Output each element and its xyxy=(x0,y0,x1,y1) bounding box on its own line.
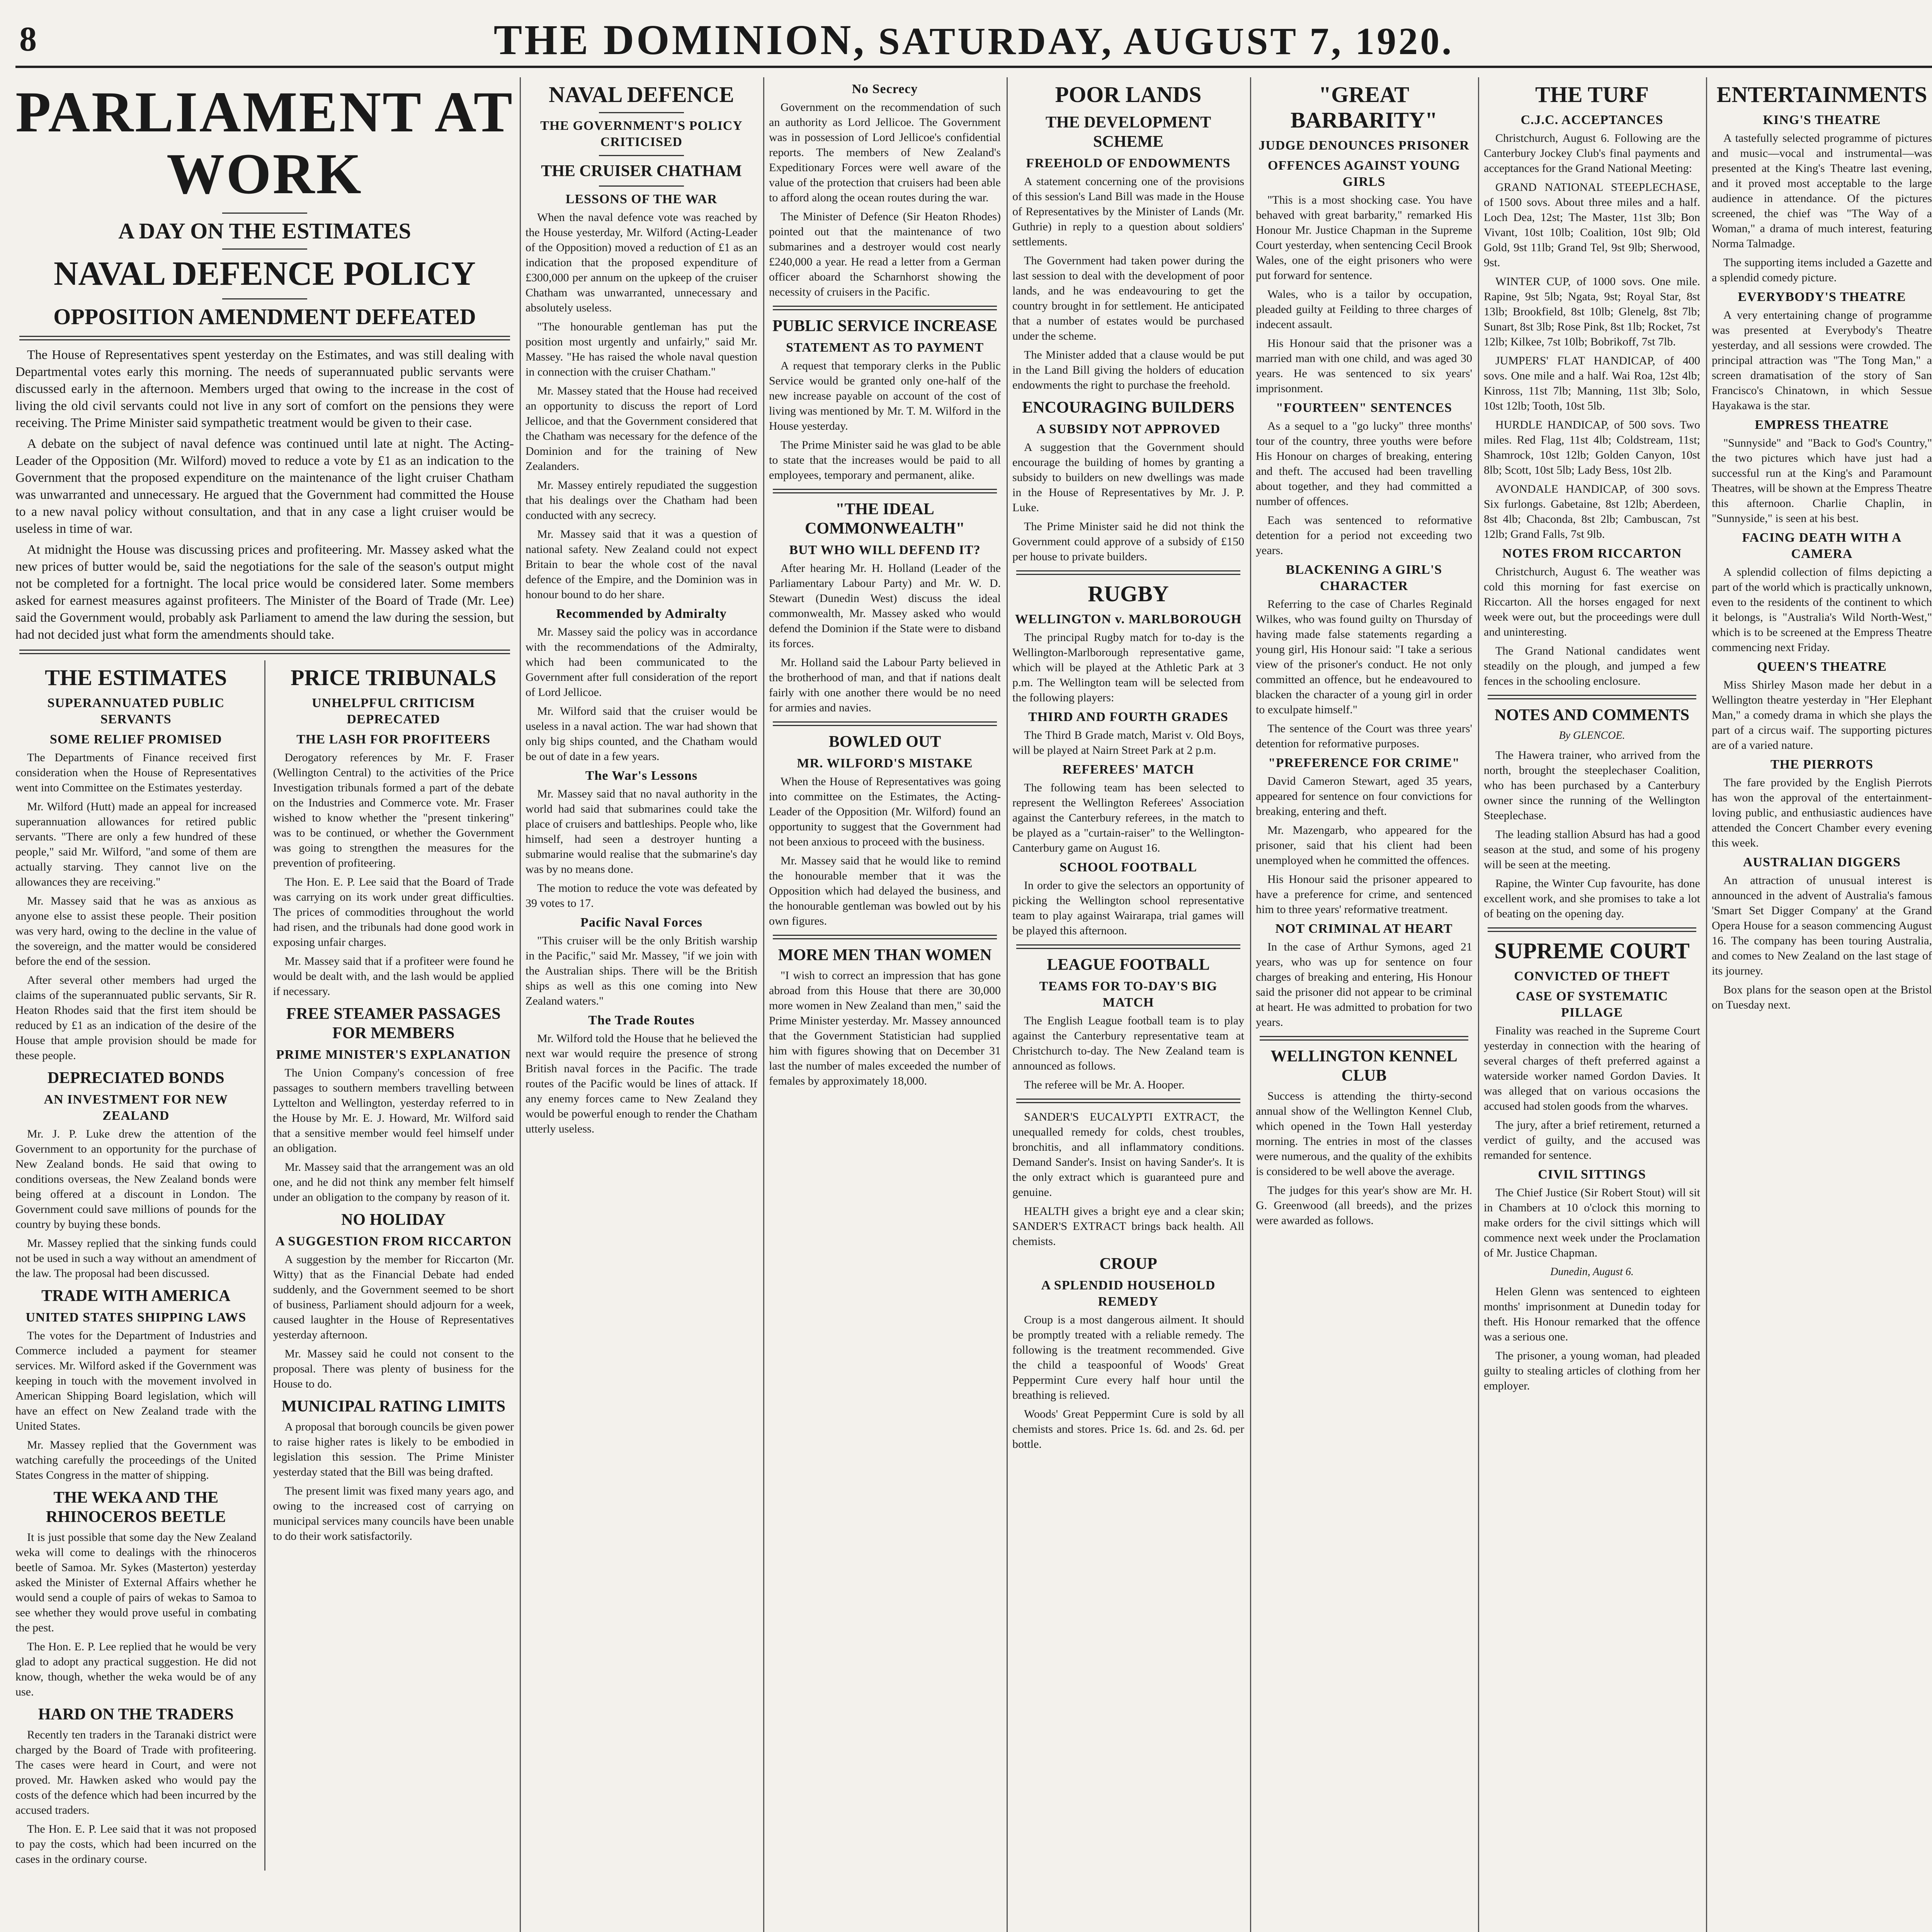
league-p1: The English League football team is to play against the Canterbury representative team at Christchurch to-day. The New Zealand team is announced as follows. xyxy=(1012,1014,1244,1072)
kennel-p1: Success is attending the thirty-second annual show of the Wellington Kennel Club, which opened in the Town Hall yesterday morning. The entries in most of the classes were numerous, and the quality of the exhibits is considered to be well above the average. xyxy=(1256,1090,1472,1178)
bowled-head: BOWLED OUT xyxy=(828,733,941,751)
hardon-p2: The Hon. E. P. Lee said that it was not proposed to pay the costs, which had been incurred on the cases in the ordinary course. xyxy=(15,1823,257,1866)
ent-facing-p1: A splendid collection of films depicting a part of the world which is practically unknown, even to the residents of the continent to which it belongs, is "Australia's Wild North-West," which is to be screened at the Empress Theatre commencing next Friday. xyxy=(1712,566,1932,654)
turf-p3: WINTER CUP, of 1000 sovs. One mile. Rapine, 9st 5lb; Ngata, 9st; Royal Star, 8st 13lb; Brookfield, 8st 10lb; Glenelg, 8st 7lb; Sunart, 8st 3lb; Rose Pink, 8st 1lb; Rocket, 7st 12lb; Kilkee, 7st 10lb; Bobrikoff, 7st 7lb. xyxy=(1484,275,1700,348)
naval-head: NAVAL DEFENCE xyxy=(549,82,734,107)
ent-everybody-p1: A very entertaining change of programme was presented at Everybody's Theatre yesterday, and all sessions were crowded. The principal attraction was "The Tong Man," a screen dramatisation of the story of San Francisco's Chinatown, in which Sessue Hayakawa is the star. xyxy=(1712,309,1932,412)
ent-head: ENTERTAINMENTS xyxy=(1716,82,1927,107)
estimates-p1: The Departments of Finance received first consideration when the House of Representatives went into Committee on the Estimates yesterday. xyxy=(15,751,257,794)
ent-queens: QUEEN'S THEATRE xyxy=(1757,660,1887,674)
naval-p5: Mr. Massey said that it was a question of national safety. New Zealand could not expect Britain to bear the whole cost of the naval defence of the Empire, and the Dominion was in honour bound to do her share. xyxy=(526,528,757,601)
fourteen-head: "FOURTEEN" SENTENCES xyxy=(1276,401,1452,415)
naval-section xyxy=(526,77,757,1932)
municipal-p2: The present limit was fixed many years ago, and owing to the increased cost of carrying on municipal services many councils have been unable to do their work satisfactorily. xyxy=(273,1485,514,1543)
paper-name: THE DOMINION, xyxy=(493,16,866,63)
traderoutes-p1: Mr. Wilford told the House that he believed the next war would require the presence of strong British naval forces in the Pacific. The trade routes of the Pacific would be lines of attack. If any enemy forces came to New Zealand they would be powerful enough to render the Chatham utterly useless. xyxy=(526,1032,757,1135)
column-rule xyxy=(1007,77,1008,1932)
encouraging-p1: A suggestion that the Government should encourage the building of homes by granting a subsidy to builders on new dwellings was made in the House of Representatives by Mr. J. P. Luke. xyxy=(1012,441,1244,514)
parliament-p2: A debate on the subject of naval defence was continued until late at night. The Acting-Leader of the Opposition (Mr. Wilford) moved to reduce a vote by £1 as an indication to the Government that the proposed expenditure on the maintenance of the light cruiser Chatham was unwarranted and unnecessary. He argued that the Government had committed the House to a new naval policy without consultation, and that in any case a light cruiser would be useless in time of war. xyxy=(15,437,514,536)
morethan-p1: "I wish to correct an impression that has gone abroad from this House that there are 30,000 more women in New Zealand than men," said the Prime Minister yesterday. Mr. Massey announced that the Government Statistician had supplied him with figures showing that on December 31 last the number of males exceeded the number of females by approximately 18,000. xyxy=(769,969,1001,1087)
steamer-head: FREE STEAMER PASSAGES FOR MEMBERS xyxy=(286,1005,501,1042)
ent-kings-p1: A tastefully selected programme of pictures and music—vocal and instrumental—was presented at the King's Theatre last evening, and it proved most acceptable to the large audience in attendance. Of the pictures screened, the chief was "The Way of a Woman," a drama of much interest, featuring Norma Talmadge. xyxy=(1712,132,1932,250)
steamer-p2: Mr. Massey said that the arrangement was an old one, and he did not think any member felt himself under an obligation to the company by reason of it. xyxy=(273,1161,514,1204)
croup-head: CROUP xyxy=(1099,1255,1157,1273)
recommended-p2: Mr. Wilford said that the cruiser would be useless in a naval action. The war had shown that only big ships counted, and the Chatham would be out of date in a few years. xyxy=(526,705,757,763)
column-rule xyxy=(763,77,764,1932)
hardon-head: HARD ON THE TRADERS xyxy=(38,1706,234,1723)
morethan-head: MORE MEN THAN WOMEN xyxy=(778,946,992,964)
column-rule xyxy=(1250,77,1251,1932)
supreme-sub4: Dunedin, August 6. xyxy=(1550,1266,1634,1278)
traderoutes-head: The Trade Routes xyxy=(588,1013,695,1027)
supreme-p3: The Chief Justice (Sir Robert Stout) will sit in Chambers at 10 o'clock this morning to make orders for the civil sittings which will commence next week under the Proclamation of Mr. Justice Chapman. xyxy=(1484,1186,1700,1259)
trade-p2: Mr. Massey replied that the Government was watching carefully the proceedings of the United States Congress in the matter of shipping. xyxy=(15,1439,257,1481)
turf-p6: AVONDALE HANDICAP, of 300 sovs. Six furlongs. Gabetaine, 8st 12lb; Aberdeen, 8st 4lb; Chaconda, 8st 2lb; Cambuscan, 7st 12lb; Grand Falls, 7st 9lb. xyxy=(1484,483,1700,541)
notes-p1: The Hawera trainer, who arrived from the north, brought the steeplechaser Coalition, who has been purchased by a Canterbury owner since the running of the Wellington Steeplechase. xyxy=(1484,749,1700,822)
ent-empress: EMPRESS THEATRE xyxy=(1755,418,1889,432)
column-rule xyxy=(1706,77,1707,1932)
weka-p1: It is just possible that some day the New Zealand weka will come to dealings with the rhinoceros beetle of Samoa. Mr. Sykes (Masterton) yesterday asked the Minister of External Affairs whether he would send a couple of pairs of wekas to Samoa to see whether they would prove useful in combating the pest. xyxy=(15,1531,257,1634)
rugby-p2: The Third B Grade match, Marist v. Old Boys, will be played at Nairn Street Park at 2 p.m. xyxy=(1012,729,1244,757)
depreciated-head: DEPRECIATED BONDS xyxy=(47,1069,224,1087)
encouraging-head: ENCOURAGING BUILDERS xyxy=(1022,399,1235,417)
page-number: 8 xyxy=(19,20,37,58)
price-p3: Mr. Massey said that if a profiteer were found he would be dealt with, and the lash would be applied if necessary. xyxy=(273,955,514,998)
publicservice-head: PUBLIC SERVICE INCREASE xyxy=(772,317,997,335)
estimates-sub2: SOME RELIEF PROMISED xyxy=(49,732,222,747)
barbarity-p1: "This is a most shocking case. You have behaved with great barbarity," remarked His Honour Mr. Justice Chapman in the Supreme Court yesterday, when sentencing Cecil Brook Wales, one of the eight prisoners who were put forward for sentence. xyxy=(1256,194,1472,282)
league-sub: TEAMS FOR TO-DAY'S BIG MATCH xyxy=(1039,979,1218,1010)
parliament-lead: The House of Representatives spent yesterday on the Estimates, and was still dealing with Departmental votes early this morning. The needs of superannuated public servants were discussed early in the afternoon. Members urged that owing to the increase in the cost of living the old civil servants could not live in any sort of comfort on the pensions they were receiving. The Prime Minister said sympathetic treatment would be given to their case. xyxy=(15,348,514,430)
rugby-p1: The principal Rugby match for to-day is the Wellington-Marlborough representative game, which will be played at the Athletic Park at 3 p.m. The Wellington team will be selected from the following players: xyxy=(1012,631,1244,704)
fourteen-p1: As a sequel to a "go lucky" three months' tour of the country, three youths were before His Honour on charges of breaking, entering and theft. The accused had been travelling about together, and they had committed a number of offences. xyxy=(1256,420,1472,508)
supreme-p2: The jury, after a brief retirement, returned a verdict of guilty, and the accused was remanded for sentence. xyxy=(1484,1119,1700,1162)
estimates-head: THE ESTIMATES xyxy=(45,665,227,690)
parliament-subcolumns xyxy=(15,660,514,1871)
ent-diggers: AUSTRALIAN DIGGERS xyxy=(1743,855,1901,869)
notcriminal-head: NOT CRIMINAL AT HEART xyxy=(1275,922,1453,936)
ent-diggers-p2: Box plans for the season open at the Bristol on Tuesday next. xyxy=(1712,983,1932,1011)
blackening-head: BLACKENING A GIRL'S CHARACTER xyxy=(1286,563,1442,593)
ent-facing: FACING DEATH WITH A CAMERA xyxy=(1742,531,1902,561)
rugby-p3: The following team has been selected to represent the Wellington Referees' Association against the Canterbury referees, in the match to be played as a "curtain-raiser" to the Wellington-Canterbury game on August 16. xyxy=(1012,781,1244,854)
parliament-deck-1: A DAY ON THE ESTIMATES xyxy=(118,218,411,243)
croup-p2: Woods' Great Peppermint Cure is sold by all chemists and stores. Price 1s. 6d. and 2s. 6d. per bottle. xyxy=(1012,1408,1244,1451)
noholiday-head: NO HOLIDAY xyxy=(341,1211,446,1229)
subcolumn-right xyxy=(273,660,514,1871)
landbill-head: POOR LANDS xyxy=(1055,82,1202,107)
turf-p2: GRAND NATIONAL STEEPLECHASE, of 1500 sovs. About three miles and a half. Loch Dea, 12st; The Master, 11st 3lb; Bon Vivant, 10st 10lb; Coalition, 10st 9lb; Old Gold, 9st 11lb; Grand Tel, 9st 9lb; Sherwood, 9st. xyxy=(1484,181,1700,269)
column-rule xyxy=(1478,77,1479,1932)
depreciated-p1: Mr. J. P. Luke drew the attention of the Government to an opportunity for the purchase of New Zealand bonds. He said that owing to conditions overseas, the New Zealand bonds were being offered at a discount in London. The Government could save millions of pounds for the country by buying these bonds. xyxy=(15,1128,257,1231)
league-p2: The referee will be Mr. A. Hooper. xyxy=(1024,1078,1185,1091)
warlessons-p2: The motion to reduce the vote was defeated by 39 votes to 17. xyxy=(526,882,757,910)
naval-p4: Mr. Massey entirely repudiated the suggestion that his dealings over the Chatham had been conducted with any secrecy. xyxy=(526,479,757,522)
turf-p5: HURDLE HANDICAP, of 500 sovs. Two miles. Red Flag, 11st 4lb; Coldstream, 11st; Shamrock, 10st 12lb; Golden Canyon, 10st 8lb; Scott, 10st 5lb; Lady Bess, 10st 2lb. xyxy=(1484,418,1700,476)
parliament-headline: PARLIAMENT AT WORK xyxy=(15,80,514,206)
parliament-deck-3: OPPOSITION AMENDMENT DEFEATED xyxy=(53,304,476,329)
supreme-sub2: CASE OF SYSTEMATIC PILLAGE xyxy=(1516,989,1668,1020)
naval-sub3: LESSONS OF THE WAR xyxy=(565,192,718,206)
commonwealth-sub: BUT WHO WILL DEFEND IT? xyxy=(789,543,981,557)
supreme-p5: The prisoner, a young woman, had pleaded guilty to stealing articles of clothing from her employer. xyxy=(1484,1349,1700,1392)
bowled-p2: Mr. Massey said that he would like to remind the honourable member that it was the Opposition which had delayed the business, and the honourable gentleman was bowled out by his own figures. xyxy=(769,854,1001,927)
rugby-head: RUGBY xyxy=(1088,581,1169,606)
barbarity-sub1: JUDGE DENOUNCES PRISONER xyxy=(1259,138,1469,153)
publicservice-p1: A request that temporary clerks in the Public Service would be granted only one-half of the new increase payable on account of the cost of living was mentioned by Mr. T. M. Wilford in the House yesterday. xyxy=(769,359,1001,432)
price-p2: The Hon. E. P. Lee said that the Board of Trade was carrying on its work under great difficulties. The prices of commodities throughout the world had risen, and the tribunals had done good work in exposing unfair charges. xyxy=(273,876,514,949)
commonwealth-p1: After hearing Mr. H. Holland (Leader of the Parliamentary Labour Party) and Mr. W. D. Stewart (Dunedin West) discuss the ideal commonwealth, Mr. Massey asked who would defend the Dominion if the State were to disband its forces. xyxy=(769,562,1001,650)
rugby-p4: In order to give the selectors an opportunity of picking the Wellington school representative team to play against Wairarapa, trial games will be played this afternoon. xyxy=(1012,879,1244,937)
issue-date: SATURDAY, AUGUST 7, 1920. xyxy=(878,20,1454,63)
croup-p1: Croup is a most dangerous ailment. It should be promptly treated with a reliable remedy. The following is the treatment recommended. Give the child a teaspoonful of Woods' Great Peppermint Cure every half hour until the breathing is relieved. xyxy=(1012,1313,1244,1401)
noholiday-p2: Mr. Massey said he could not consent to the proposal. There was plenty of business for the House to do. xyxy=(273,1347,514,1390)
notes-p3: Rapine, the Winter Cup favourite, has done excellent work, and she promises to take a lot of beating on the opening day. xyxy=(1484,877,1700,920)
col3-section xyxy=(769,77,1001,1932)
noholiday-sub: A SUGGESTION FROM RICCARTON xyxy=(275,1234,512,1248)
price-head: PRICE TRIBUNALS xyxy=(291,665,497,690)
weka-p2: The Hon. E. P. Lee replied that he would be very glad to adopt any practical suggestion. He did not know, though, whether the weka would be of any use. xyxy=(15,1640,257,1698)
estimates-p4: After several other members had urged the claims of the superannuated public servants, Sir R. Heaton Rhodes said that the first item should be reduced by £1 as an indication of the desire of the House that ample provision should be made for these people. xyxy=(15,974,257,1062)
publicservice-sub: STATEMENT AS TO PAYMENT xyxy=(786,340,984,355)
rugby-sub4: SCHOOL FOOTBALL xyxy=(1059,860,1197,874)
supreme-head: SUPREME COURT xyxy=(1494,938,1690,963)
parliament-deck-2: NAVAL DEFENCE POLICY xyxy=(53,255,476,293)
masthead xyxy=(15,8,1932,68)
barbarity-sub2: OFFENCES AGAINST YOUNG GIRLS xyxy=(1267,158,1461,189)
landbill-p3: The Minister added that a clause would be put in the Land Bill giving the holders of education endowments the right to purchase the freehold. xyxy=(1012,349,1244,391)
ent-everybody: EVERYBODY'S THEATRE xyxy=(1738,290,1906,304)
turf-p1: Christchurch, August 6. Following are the Canterbury Jockey Club's final payments and acceptances for the Grand National Meeting: xyxy=(1484,132,1700,175)
trade-p1: The votes for the Department of Industries and Commerce included a payment for steamer services. Mr. Wilford asked if the Government was keeping in touch with the movement involved in American Shipping Board legislation, which will have an effect on New Zealand trade with the United States. xyxy=(15,1329,257,1432)
recommended-p1: Mr. Massey said the policy was in accordance with the recommendations of the Admiralty, which had been communicated to the Government after full consideration of the report of Lord Jellicoe. xyxy=(526,626,757,699)
landbill-sub1: THE DEVELOPMENT SCHEME xyxy=(1045,114,1211,151)
supreme-p4: Helen Glenn was sentenced to eighteen months' imprisonment at Dunedin today for theft. His Honour remarked that the offence was a serious one. xyxy=(1484,1285,1700,1343)
landbill-p1: A statement concerning one of the provisions of this session's Land Bill was made in the House of Representatives by the Minister of Lands (Mr. Guthrie) in reply to a question about soldiers' settlements. xyxy=(1012,175,1244,248)
supreme-p1: Finality was reached in the Supreme Court yesterday in connection with the hearing of several charges of theft preferred against a waterside worker named Gordon Davies. It was alleged that on various occasions the accused had stolen goods from the wharves. xyxy=(1484,1024,1700,1112)
depreciated-p2: Mr. Massey replied that the sinking funds could not be used in such a way without an amendment of the law. The proposal had been discussed. xyxy=(15,1237,257,1280)
turf-sub1: C.J.C. ACCEPTANCES xyxy=(1520,113,1663,127)
municipal-head: MUNICIPAL RATING LIMITS xyxy=(281,1398,505,1415)
bowled-p1: When the House of Representatives was going into committee on the Estimates, the Acting-Leader of the Opposition (Mr. Wilford) found an opportunity to suggest that the Government had not been anxious to proceed with the business. xyxy=(769,775,1001,848)
publicservice-p2: The Prime Minister said he was glad to be able to state that the increases would be paid to all employees, temporary and permanent, alike. xyxy=(769,439,1001,481)
barbarity-p2: Wales, who is a tailor by occupation, pleaded guilty at Feilding to three charges of indecent assault. xyxy=(1256,288,1472,331)
bowled-sub: MR. WILFORD'S MISTAKE xyxy=(797,756,973,770)
nosecrecy-p1: Government on the recommendation of such an authority as Lord Jellicoe. The Government was in possession of Lord Jellicoe's confidential reports. The members of New Zealand's Expeditionary Forces were well aware of the value of the protection that cruisers had been able to afford along the ocean routes during the war. xyxy=(769,101,1001,204)
parliament-p3: At midnight the House was discussing prices and profiteering. Mr. Massey asked what the new prices of butter would be, said the negotiations for the sale of the season's output might not be completed for a fortnight. The local price would be considered later. Some members asked for earnest measures against profiteers. The Minister of the Board of Trade (Mr. Lee) said the Government would, probably ask Parliament to amend the law during the session, but had not decided just what form the amendments should take. xyxy=(15,543,514,642)
subcolumn-left xyxy=(15,660,257,1871)
estimates-sub1: SUPERANNUATED PUBLIC SERVANTS xyxy=(47,696,225,726)
preference-p3: His Honour said the prisoner appeared to have a preference for crime, and sentenced him to three years' reformative treatment. xyxy=(1256,873,1472,916)
entertainments-section xyxy=(1712,77,1932,1932)
encouraging-p2: The Prime Minister said he did not think the Government could approve of a subsidy of £150 per house to private builders. xyxy=(1012,520,1244,563)
masthead-title xyxy=(15,15,1932,65)
turf-head: THE TURF xyxy=(1535,82,1649,107)
naval-sub1: THE GOVERNMENT'S POLICY CRITICISED xyxy=(540,119,743,149)
price-sub2: THE LASH FOR PROFITEERS xyxy=(296,732,491,747)
col5-section xyxy=(1256,77,1472,1932)
fourteen-p2: Each was sentenced to reformative detention for a period not exceeding two years. xyxy=(1256,514,1472,557)
pacific-p1: "This cruiser will be the only British warship in the Pacific," said Mr. Massey, "if we join with the Australian ships. There will be the British ships as well as this one coming into New Zealand waters." xyxy=(526,934,757,1007)
ent-diggers-p1: An attraction of unusual interest is announced in the advent of Australia's famous 'Smart Set Digger Company' at the Grand Opera House for a season commencing August 16. The company has been touring Australia, and comes to New Zealand on the last stage of its journey. xyxy=(1712,874,1932,977)
eucalyptus-p1: SANDER'S EUCALYPTI EXTRACT, the unequalled remedy for colds, chest troubles, bronchitis, and all inflammatory conditions. Demand Sander's. Insist on having Sander's. It is the only extract which is guaranteed pure and genuine. xyxy=(1012,1111,1244,1199)
barbarity-head: "GREAT BARBARITY" xyxy=(1290,82,1438,133)
landbill-sub2: FREEHOLD OF ENDOWMENTS xyxy=(1026,156,1231,170)
estimates-p2: Mr. Wilford (Hutt) made an appeal for increased superannuation allowances for retired public servants. "There are only a few hundred of these people," said Mr. Wilford, "and some of them are actually starving. They cannot live on the allowances they are receiving." xyxy=(15,800,257,888)
preference-p2: Mr. Mazengarb, who appeared for the prisoner, said that his client had been unemployed when he committed the offences. xyxy=(1256,824,1472,867)
ent-pierrots-p1: The fare provided by the English Pierrots has won the approval of the entertainment-loving public, and enthusiastic audiences have attended the Concert Chamber every evening this week. xyxy=(1712,776,1932,849)
notes-byline: By GLENCOE. xyxy=(1559,730,1625,742)
nosecrecy-head: No Secrecy xyxy=(852,82,918,96)
warlessons-head: The War's Lessons xyxy=(585,769,698,783)
nosecrecy-p2: The Minister of Defence (Sir Heaton Rhodes) pointed out that the maintenance of two submarines and a destroyer would cost nearly £240,000 a year. He read a letter from a German officer aboard the Scharnhorst showing the necessity of cruisers in the Pacific. xyxy=(769,210,1001,298)
landbill-p2: The Government had taken power during the last session to deal with the development of poor lands, and he was endeavouring to get the country brought in for settlement. He anticipated that a number of estates would be purchased under the scheme. xyxy=(1012,254,1244,342)
blackening-p1: Referring to the case of Charles Reginald Wilkes, who was found guilty on Thursday of having made false statements regarding a young girl, His Honour said: "I take a serious view of the prisoner's conduct. He not only committed an offence, but he endeavoured to blacken the character of a young girl in order to exculpate himself." xyxy=(1256,598,1472,716)
price-sub1: UNHELPFUL CRITICISM DEPRECATED xyxy=(312,696,475,726)
noholiday-p1: A suggestion by the member for Riccarton (Mr. Witty) that as the Financial Debate had ended suddenly, and the Government seemed to be short of business, Parliament should adjourn for a week, caused laughter in the House of Representatives yesterday afternoon. xyxy=(273,1253,514,1341)
price-p1: Derogatory references by Mr. F. Fraser (Wellington Central) to the activities of the Price Investigation tribunals formed a part of the debate on the Industries and Commerce vote. Mr. Fraser wished to know whether the "present tinkering" was to be continued, or whether the Government was going to strengthen the measures for the prevention of profiteering. xyxy=(273,751,514,869)
notes-head: NOTES AND COMMENTS xyxy=(1494,706,1690,724)
warlessons-p1: Mr. Massey said that no naval authority in the world had said that submarines could take the place of cruisers and battleships. People who, like himself, had seen a destroyer hunting a submarine would realise that the submarine's day was by no means done. xyxy=(526,787,757,876)
pacific-head: Pacific Naval Forces xyxy=(580,915,702,930)
column-rule xyxy=(520,77,521,1932)
barbarity-p3: His Honour said that the prisoner was a married man with one child, and was aged 30 years. He was sentenced to six years' imprisonment. xyxy=(1256,337,1472,395)
turf-p7: Christchurch, August 6. The weather was cold this morning for fast exercise on Riccarton. All the horses engaged for next week were out, but the proceedings were dull and uninteresting. xyxy=(1484,565,1700,638)
league-head: LEAGUE FOOTBALL xyxy=(1047,956,1210,974)
naval-sub2: THE CRUISER CHATHAM xyxy=(541,162,742,180)
turf-sub2: NOTES FROM RICCARTON xyxy=(1502,546,1682,561)
croup-sub: A SPLENDID HOUSEHOLD REMEDY xyxy=(1041,1278,1216,1309)
preference-p1: David Cameron Stewart, aged 35 years, appeared for sentence on four convictions for breaking, entering and theft. xyxy=(1256,775,1472,818)
steamer-p1: The Union Company's concession of free passages to southern members travelling between Lyttelton and Wellington, yesterday referred to in the House by Mr. E. J. Howard, Mr. Wilford said that a sensitive member would feel himself under an obligation. xyxy=(273,1066,514,1155)
recommended-head: Recommended by Admiralty xyxy=(556,607,727,621)
naval-p3: Mr. Massey stated that the House had received an opportunity to discuss the report of Lord Jellicoe, and that the Government considered that the Chatham was necessary for the defence of the Dominion and for the training of New Zealanders. xyxy=(526,384,757,473)
rugby-sub1: WELLINGTON v. MARLBOROUGH xyxy=(1015,612,1242,626)
estimates-p3: Mr. Massey said that he was as anxious as anyone else to assist these people. Their position was very hard, owing to the decline in the value of the sovereign, and the matter would be considered before the end of the session. xyxy=(15,895,257,968)
col4-section xyxy=(1012,77,1244,1932)
blackening-p2: The sentence of the Court was three years' detention for reformative purposes. xyxy=(1256,722,1472,750)
naval-p1: When the naval defence vote was reached by the House yesterday, Mr. Wilford (Acting-Leader of the Opposition) moved a reduction of £1 as an indication that the proposed expenditure of £300,000 per annum on the upkeep of the cruiser Chatham was unwarranted, unnecessary and absolutely useless. xyxy=(526,211,757,314)
supreme-sub1: CONVICTED OF THEFT xyxy=(1514,969,1670,983)
municipal-p1: A proposal that borough councils be given power to raise higher rates is likely to be embodied in legislation this session. The Prime Minister yesterday stated that the Bill was being drafted. xyxy=(273,1420,514,1478)
ent-kings-p2: The supporting items included a Gazette and a splendid comedy picture. xyxy=(1712,256,1932,284)
ent-queens-p1: Miss Shirley Mason made her debut in a Wellington theatre yesterday in "Her Elephant Man," a comedy drama in which she plays the part of a circus waif. The supporting pictures are of a varied nature. xyxy=(1712,679,1932,752)
rugby-sub3: REFEREES' MATCH xyxy=(1062,762,1194,777)
steamer-sub: PRIME MINISTER'S EXPLANATION xyxy=(276,1048,511,1062)
trade-head: TRADE WITH AMERICA xyxy=(41,1287,231,1305)
depreciated-sub: AN INVESTMENT FOR NEW ZEALAND xyxy=(44,1092,228,1123)
kennel-head: WELLINGTON KENNEL CLUB xyxy=(1270,1048,1458,1085)
supreme-sub3: CIVIL SITTINGS xyxy=(1538,1167,1646,1182)
ent-kings: KING'S THEATRE xyxy=(1763,113,1881,127)
commonwealth-p2: Mr. Holland said the Labour Party believed in the brotherhood of man, and that if nations dealt fairly with one another there would be no need for armies and navies. xyxy=(769,656,1001,714)
trade-sub: UNITED STATES SHIPPING LAWS xyxy=(26,1310,247,1325)
turf-p4: JUMPERS' FLAT HANDICAP, of 400 sovs. One mile and a half. Wai Roa, 12st 4lb; Kinross, 11st 7lb; Manning, 11st 3lb; Solo, 10st 12lb; Tooth, 10st 5lb. xyxy=(1484,354,1700,412)
notes-p2: The leading stallion Absurd has had a good season at the stud, and some of his progeny will be seen at the meeting. xyxy=(1484,828,1700,871)
kennel-p2: The judges for this year's show are Mr. H. G. Greenwood (all breeds), and the prizes were awarded as follows. xyxy=(1256,1184,1472,1227)
preference-head: "PREFERENCE FOR CRIME" xyxy=(1268,756,1460,770)
weka-head: THE WEKA AND THE RHINOCEROS BEETLE xyxy=(46,1489,226,1526)
hardon-p1: Recently ten traders in the Taranaki district were charged by the Board of Trade with profiteering. The cases were heard in Court, and were not proved. Mr. Hawken asked who would pay the costs of the defence which had been incurred by the accused traders. xyxy=(15,1728,257,1816)
notcriminal-p1: In the case of Arthur Symons, aged 21 years, who was up for sentence on four charges of breaking and entering, His Honour said the prisoner did not appear to be criminal at heart. He was admitted to probation for two years. xyxy=(1256,940,1472,1029)
eucalyptus-p2: HEALTH gives a bright eye and a clear skin; SANDER'S EXTRACT brings back health. All chemists. xyxy=(1012,1205,1244,1248)
encouraging-sub: A SUBSIDY NOT APPROVED xyxy=(1036,422,1221,436)
col6-section xyxy=(1484,77,1700,1932)
ent-empress-p1: "Sunnyside" and "Back to God's Country," the two pictures which have just had a successful run at the King's and Paramount Theatres, will be shown at the Empress Theatre this afternoon. Charlie Chaplin, in "Sunnyside," is seen at his best. xyxy=(1712,437,1932,525)
commonwealth-head: "THE IDEAL COMMONWEALTH" xyxy=(805,500,965,537)
rugby-sub2: THIRD AND FOURTH GRADES xyxy=(1028,710,1228,724)
naval-p2: "The honourable gentleman has put the position most urgently and unfairly," said Mr. Massey. "He has raised the whole naval question in connection with the cruiser Chatham." xyxy=(526,320,757,378)
turf-p8: The Grand National candidates went steadily on the plough, and jumped a few fences in the schooling enclosure. xyxy=(1484,645,1700,687)
parliament-section xyxy=(15,77,514,1932)
ent-pierrots: THE PIERROTS xyxy=(1770,757,1874,772)
